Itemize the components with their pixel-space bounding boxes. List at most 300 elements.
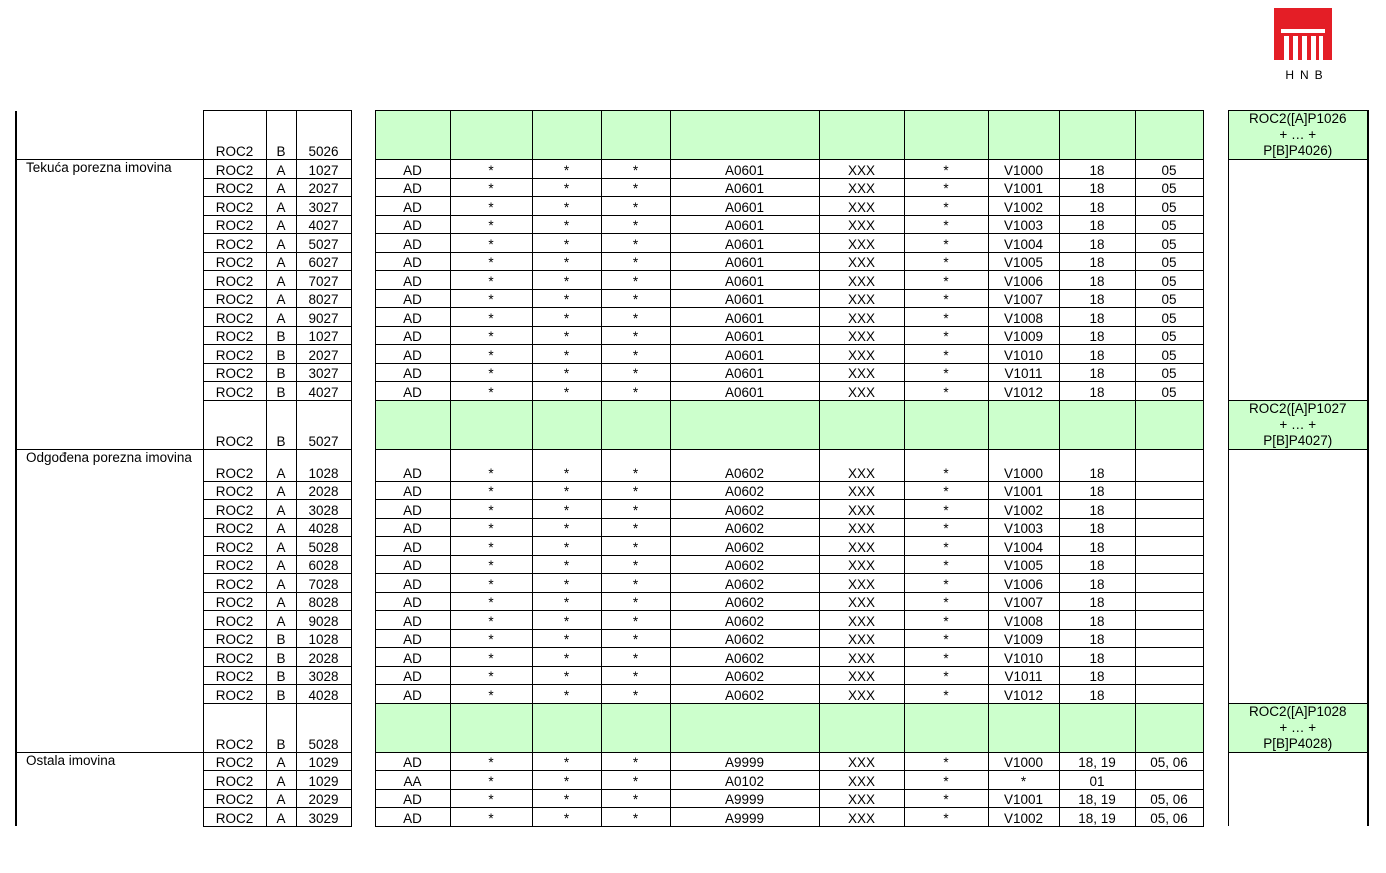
table-row [16, 178, 1368, 197]
c6-cell: * [532, 289, 601, 308]
section-cell: B [266, 685, 296, 704]
code-cell: 4028 [296, 518, 351, 537]
empty-cell [1228, 771, 1368, 790]
currency-cell: XXX [819, 611, 904, 630]
code-cell: 4027 [296, 382, 351, 401]
v-code-cell: V1000 [988, 449, 1059, 481]
c6-cell: * [532, 611, 601, 630]
c10-cell: * [904, 289, 988, 308]
col-a-cell: 18 [1059, 518, 1135, 537]
spacer-cell [1203, 400, 1228, 449]
table-row [16, 252, 1368, 271]
spacer-cell [1203, 611, 1228, 630]
empty-green-cell [532, 400, 601, 449]
section-cell: A [266, 271, 296, 290]
formula-line: + … + [1279, 416, 1317, 432]
c10-cell: * [904, 308, 988, 327]
section-cell: A [266, 555, 296, 574]
spacer-cell [351, 400, 375, 449]
roc-cell: ROC2 [203, 629, 266, 648]
currency-cell: XXX [819, 289, 904, 308]
table-row [16, 271, 1368, 290]
spacer-cell [1203, 234, 1228, 253]
code-cell: 1029 [296, 771, 351, 790]
empty-cell [1228, 685, 1368, 704]
currency-cell: XXX [819, 592, 904, 611]
spacer-cell [351, 703, 375, 752]
currency-cell: XXX [819, 648, 904, 667]
c7-cell: * [601, 326, 670, 345]
spacer-cell [1203, 752, 1228, 771]
v-code-cell: V1010 [988, 648, 1059, 667]
section-cell: A [266, 518, 296, 537]
section-cell: A [266, 592, 296, 611]
section-cell: A [266, 537, 296, 556]
code-cell: 6027 [296, 252, 351, 271]
type-cell: AD [375, 592, 450, 611]
spacer-cell [351, 345, 375, 364]
col-a-cell: 18 [1059, 215, 1135, 234]
c6-cell: * [532, 271, 601, 290]
roc-cell: ROC2 [203, 308, 266, 327]
currency-cell: XXX [819, 382, 904, 401]
empty-green-cell [601, 703, 670, 752]
c7-cell: * [601, 685, 670, 704]
empty-green-cell [904, 703, 988, 752]
type-cell: AD [375, 363, 450, 382]
empty-green-cell [601, 400, 670, 449]
spacer-cell [351, 500, 375, 519]
type-cell: AD [375, 308, 450, 327]
spacer-cell [351, 271, 375, 290]
spacer-cell [1203, 178, 1228, 197]
c7-cell: * [601, 789, 670, 808]
table-row [16, 537, 1368, 556]
c10-cell: * [904, 648, 988, 667]
sum-row [16, 400, 1368, 449]
type-cell: AD [375, 252, 450, 271]
spacer-cell [1203, 574, 1228, 593]
account-cell: A0601 [670, 308, 819, 327]
type-cell: AD [375, 234, 450, 253]
currency-cell: XXX [819, 345, 904, 364]
table-row [16, 752, 1368, 771]
currency-cell: XXX [819, 666, 904, 685]
table-row [16, 771, 1368, 790]
spacer-cell [1203, 111, 1228, 160]
c10-cell: * [904, 789, 988, 808]
code-cell: 2027 [296, 178, 351, 197]
currency-cell: XXX [819, 752, 904, 771]
currency-cell: XXX [819, 518, 904, 537]
c10-cell: * [904, 592, 988, 611]
spacer-cell [351, 752, 375, 771]
c6-cell: * [532, 382, 601, 401]
type-cell: AD [375, 574, 450, 593]
v-code-cell: V1002 [988, 197, 1059, 216]
c6-cell: * [532, 363, 601, 382]
table-row [16, 308, 1368, 327]
col-b-cell: 05 [1135, 215, 1203, 234]
spacer-cell [351, 574, 375, 593]
empty-cell [1228, 555, 1368, 574]
col-b-cell: 05, 06 [1135, 808, 1203, 827]
c7-cell: * [601, 234, 670, 253]
section-cell: B [266, 111, 296, 160]
empty-cell [1228, 592, 1368, 611]
code-cell: 2029 [296, 789, 351, 808]
roc-cell: ROC2 [203, 500, 266, 519]
section-cell: A [266, 611, 296, 630]
account-cell: A0102 [670, 771, 819, 790]
section-cell: B [266, 345, 296, 364]
type-cell: AD [375, 178, 450, 197]
c5-cell: * [450, 771, 532, 790]
formula-line: P[B]P4028) [1263, 735, 1333, 751]
c10-cell: * [904, 215, 988, 234]
empty-cell [1228, 481, 1368, 500]
currency-cell: XXX [819, 574, 904, 593]
empty-green-cell [375, 400, 450, 449]
col-b-cell: 05 [1135, 178, 1203, 197]
account-cell: A0602 [670, 481, 819, 500]
spacer-cell [351, 592, 375, 611]
table-row [16, 685, 1368, 704]
type-cell: AD [375, 666, 450, 685]
empty-green-cell [1135, 111, 1203, 160]
code-cell: 1028 [296, 629, 351, 648]
type-cell: AD [375, 382, 450, 401]
v-code-cell: V1002 [988, 500, 1059, 519]
account-cell: A0602 [670, 500, 819, 519]
col-b-cell [1135, 518, 1203, 537]
c5-cell: * [450, 234, 532, 253]
currency-cell: XXX [819, 789, 904, 808]
c7-cell: * [601, 752, 670, 771]
c5-cell: * [450, 789, 532, 808]
code-cell: 9027 [296, 308, 351, 327]
c6-cell: * [532, 752, 601, 771]
col-a-cell: 18 [1059, 629, 1135, 648]
v-code-cell: V1006 [988, 271, 1059, 290]
code-cell: 1029 [296, 752, 351, 771]
currency-cell: XXX [819, 215, 904, 234]
empty-cell [1228, 252, 1368, 271]
roc-cell: ROC2 [203, 666, 266, 685]
col-b-cell [1135, 648, 1203, 667]
c6-cell: * [532, 178, 601, 197]
empty-green-cell [670, 703, 819, 752]
c5-cell: * [450, 500, 532, 519]
spacer-cell [1203, 629, 1228, 648]
c6-cell: * [532, 197, 601, 216]
col-b-cell [1135, 611, 1203, 630]
type-cell: AD [375, 500, 450, 519]
c10-cell: * [904, 666, 988, 685]
section-cell: B [266, 382, 296, 401]
account-cell: A0601 [670, 252, 819, 271]
table-row [16, 500, 1368, 519]
spacer-cell [351, 808, 375, 827]
roc-cell: ROC2 [203, 234, 266, 253]
spacer-cell [1203, 648, 1228, 667]
currency-cell: XXX [819, 252, 904, 271]
table-row [16, 382, 1368, 401]
col-a-cell: 18 [1059, 289, 1135, 308]
currency-cell: XXX [819, 629, 904, 648]
table-row [16, 574, 1368, 593]
section-cell: A [266, 252, 296, 271]
spacer-cell [351, 197, 375, 216]
col-b-cell: 05 [1135, 197, 1203, 216]
c5-cell: * [450, 215, 532, 234]
account-cell: A0601 [670, 289, 819, 308]
c7-cell: * [601, 252, 670, 271]
code-cell: 8028 [296, 592, 351, 611]
spacer-cell [351, 648, 375, 667]
c7-cell: * [601, 215, 670, 234]
account-cell: A0601 [670, 382, 819, 401]
code-cell: 4028 [296, 685, 351, 704]
roc-cell: ROC2 [203, 752, 266, 771]
spacer-cell [351, 481, 375, 500]
c5-cell: * [450, 345, 532, 364]
c5-cell: * [450, 449, 532, 481]
spacer-cell [1203, 382, 1228, 401]
account-cell: A0602 [670, 592, 819, 611]
section-cell: B [266, 703, 296, 752]
roc-cell: ROC2 [203, 789, 266, 808]
c10-cell: * [904, 271, 988, 290]
roc-cell: ROC2 [203, 574, 266, 593]
roc-cell: ROC2 [203, 648, 266, 667]
spacer-cell [351, 382, 375, 401]
table-row [16, 629, 1368, 648]
empty-cell [1228, 326, 1368, 345]
spacer-cell [1203, 326, 1228, 345]
account-cell: A0601 [670, 271, 819, 290]
code-cell: 9028 [296, 611, 351, 630]
type-cell: AD [375, 685, 450, 704]
empty-cell [1228, 808, 1368, 827]
c5-cell: * [450, 537, 532, 556]
spacer-cell [1203, 518, 1228, 537]
section-cell: A [266, 234, 296, 253]
col-a-cell: 18 [1059, 160, 1135, 179]
c5-cell: * [450, 666, 532, 685]
c10-cell: * [904, 252, 988, 271]
col-b-cell [1135, 666, 1203, 685]
col-a-cell: 18, 19 [1059, 752, 1135, 771]
table-row [16, 518, 1368, 537]
c5-cell: * [450, 611, 532, 630]
table-row [16, 289, 1368, 308]
v-code-cell: V1001 [988, 789, 1059, 808]
c6-cell: * [532, 326, 601, 345]
c7-cell: * [601, 518, 670, 537]
spacer-cell [351, 771, 375, 790]
code-cell: 3027 [296, 197, 351, 216]
table-row [16, 666, 1368, 685]
c7-cell: * [601, 308, 670, 327]
table-row [16, 345, 1368, 364]
col-a-cell: 18 [1059, 449, 1135, 481]
c7-cell: * [601, 500, 670, 519]
logo-text: HNB [1285, 68, 1329, 82]
c10-cell: * [904, 234, 988, 253]
col-b-cell [1135, 574, 1203, 593]
formula-line: ROC2([A]P1027 [1248, 400, 1347, 416]
c5-cell: * [450, 308, 532, 327]
section-cell: A [266, 500, 296, 519]
col-b-cell [1135, 555, 1203, 574]
empty-green-cell [1059, 703, 1135, 752]
empty-green-cell [904, 111, 988, 160]
account-cell: A0602 [670, 574, 819, 593]
code-cell: 5027 [296, 400, 351, 449]
hnb-logo [1274, 8, 1332, 60]
c6-cell: * [532, 666, 601, 685]
c6-cell: * [532, 648, 601, 667]
empty-green-cell [819, 111, 904, 160]
type-cell: AD [375, 752, 450, 771]
type-cell: AD [375, 789, 450, 808]
table-row [16, 197, 1368, 216]
c10-cell: * [904, 178, 988, 197]
code-cell: 1027 [296, 326, 351, 345]
formula-cell [1228, 703, 1368, 752]
c6-cell: * [532, 160, 601, 179]
code-cell: 2028 [296, 481, 351, 500]
v-code-cell: V1005 [988, 555, 1059, 574]
spacer-cell [351, 789, 375, 808]
col-a-cell: 18 [1059, 648, 1135, 667]
code-cell: 5028 [296, 537, 351, 556]
spacer-cell [351, 215, 375, 234]
spacer-cell [1203, 685, 1228, 704]
account-cell: A0602 [670, 648, 819, 667]
roc-cell: ROC2 [203, 289, 266, 308]
c6-cell: * [532, 234, 601, 253]
empty-green-cell [1059, 400, 1135, 449]
spacer-cell [1203, 363, 1228, 382]
roc-cell: ROC2 [203, 400, 266, 449]
c7-cell: * [601, 160, 670, 179]
col-a-cell: 18, 19 [1059, 789, 1135, 808]
spacer-cell [351, 629, 375, 648]
spacer-cell [351, 449, 375, 481]
c7-cell: * [601, 178, 670, 197]
empty-green-cell [819, 703, 904, 752]
c7-cell: * [601, 648, 670, 667]
formula-line: ROC2([A]P1028 [1248, 703, 1347, 719]
c6-cell: * [532, 449, 601, 481]
c7-cell: * [601, 197, 670, 216]
c5-cell: * [450, 574, 532, 593]
table-row [16, 326, 1368, 345]
col-b-cell: 05 [1135, 252, 1203, 271]
spacer-cell [1203, 197, 1228, 216]
col-b-cell: 05 [1135, 308, 1203, 327]
col-b-cell: 05 [1135, 363, 1203, 382]
c7-cell: * [601, 537, 670, 556]
col-a-cell: 18 [1059, 197, 1135, 216]
col-b-cell: 05 [1135, 234, 1203, 253]
v-code-cell: V1007 [988, 289, 1059, 308]
empty-green-cell [1059, 111, 1135, 160]
c7-cell: * [601, 449, 670, 481]
roc-cell: ROC2 [203, 611, 266, 630]
c5-cell: * [450, 178, 532, 197]
section-cell: A [266, 215, 296, 234]
c5-cell: * [450, 555, 532, 574]
col-b-cell [1135, 481, 1203, 500]
account-cell: A0602 [670, 518, 819, 537]
c6-cell: * [532, 808, 601, 827]
empty-cell [1228, 518, 1368, 537]
type-cell: AA [375, 771, 450, 790]
c7-cell: * [601, 808, 670, 827]
spacer-cell [351, 252, 375, 271]
c10-cell: * [904, 449, 988, 481]
account-cell: A9999 [670, 789, 819, 808]
formula-line: ROC2([A]P1026 [1248, 111, 1347, 126]
col-a-cell: 18 [1059, 592, 1135, 611]
formula-line: + … + [1279, 719, 1317, 735]
empty-green-cell [532, 703, 601, 752]
empty-green-cell [450, 400, 532, 449]
c6-cell: * [532, 592, 601, 611]
c7-cell: * [601, 611, 670, 630]
c7-cell: * [601, 345, 670, 364]
code-cell: 5028 [296, 703, 351, 752]
c5-cell: * [450, 481, 532, 500]
type-cell: AD [375, 481, 450, 500]
v-code-cell: V1003 [988, 518, 1059, 537]
empty-cell [1228, 289, 1368, 308]
spacer-cell [1203, 345, 1228, 364]
c5-cell: * [450, 518, 532, 537]
v-code-cell: V1010 [988, 345, 1059, 364]
c6-cell: * [532, 252, 601, 271]
section-cell: A [266, 289, 296, 308]
sum-row [16, 111, 1368, 160]
c6-cell: * [532, 537, 601, 556]
c10-cell: * [904, 574, 988, 593]
empty-cell [1228, 215, 1368, 234]
v-code-cell: V1012 [988, 382, 1059, 401]
empty-green-cell [450, 703, 532, 752]
roc-cell: ROC2 [203, 808, 266, 827]
type-cell: AD [375, 215, 450, 234]
col-a-cell: 18 [1059, 685, 1135, 704]
empty-cell [1228, 382, 1368, 401]
empty-green-cell [1135, 703, 1203, 752]
c7-cell: * [601, 555, 670, 574]
empty-green-cell [375, 111, 450, 160]
c6-cell: * [532, 789, 601, 808]
roc-cell: ROC2 [203, 518, 266, 537]
c6-cell: * [532, 685, 601, 704]
type-cell: AD [375, 345, 450, 364]
col-a-cell: 18 [1059, 537, 1135, 556]
currency-cell: XXX [819, 308, 904, 327]
code-cell: 8027 [296, 289, 351, 308]
spacer-cell [351, 160, 375, 179]
c6-cell: * [532, 308, 601, 327]
currency-cell: XXX [819, 537, 904, 556]
roc-cell: ROC2 [203, 111, 266, 160]
